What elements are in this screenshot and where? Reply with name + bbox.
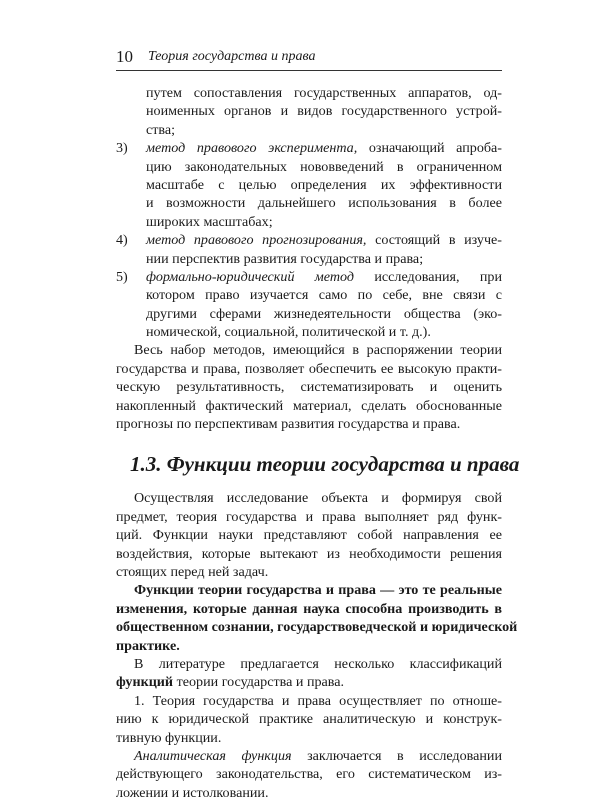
text-line: изменения, которые данная наука способна производить в xyxy=(116,600,502,617)
list-number: 4) xyxy=(116,232,128,249)
text-line: и возможности дальнейшего использования в более xyxy=(146,195,502,212)
text-line: нию к юридической практике аналитическую и конструк- xyxy=(116,711,502,728)
list-number: 5) xyxy=(116,268,128,285)
text-line: номической, социальной, политической и т. д.). xyxy=(146,324,431,341)
text-line: Функции теории государства и права — это те реальные xyxy=(134,582,502,599)
text-line: прогнозы по перспективам развития государства и права. xyxy=(116,416,461,433)
text-line: действующего законодательства, его систематическом из- xyxy=(116,766,502,783)
method-term: метод правового прогнозирования, xyxy=(146,232,367,249)
text-line: воздействия, которые вытекают из необходимости решения xyxy=(116,545,502,562)
text-line: 1. Теория государства и права осуществляет по отноше- xyxy=(134,692,502,709)
bold-term: функций xyxy=(116,674,174,691)
text-line: практике. xyxy=(116,637,180,654)
text-line: ства; xyxy=(146,121,176,138)
text-line: масштабе с целью определения их эффективности xyxy=(146,176,502,193)
text-line: стоящих перед ней задач. xyxy=(116,563,269,580)
text-line: накопленный фактический материал, сделать обоснованные xyxy=(116,397,502,414)
method-item-5 xyxy=(116,268,502,342)
text-line: ноименных органов и видов государственного устрой- xyxy=(146,103,502,120)
page-header xyxy=(116,44,502,71)
text-line: ческую результативность, систематизировать и оценить xyxy=(116,379,502,396)
method-term: метод правового эксперимента, xyxy=(146,140,358,157)
text-line: метод правового эксперимента, означающий апроба- xyxy=(146,140,502,157)
section-heading: 1.3. Функции теории государства и права xyxy=(130,452,520,477)
page-number: 10 xyxy=(116,47,133,66)
paragraph-classifications xyxy=(116,655,502,692)
paragraph-analytical-function xyxy=(116,747,502,802)
text-line: другими сферами жизнедеятельности общества (эко- xyxy=(146,305,502,322)
paragraph-functions-intro xyxy=(116,489,502,581)
method-item-4 xyxy=(116,231,502,268)
method-term: формально-юридический метод xyxy=(146,268,355,285)
text-line: Весь набор методов, имеющийся в распоряжении теории xyxy=(134,342,502,359)
text-line: тивную функции. xyxy=(116,729,222,746)
intro-continuation xyxy=(116,84,502,139)
running-title: Теория государства и права xyxy=(148,49,316,64)
list-number: 3) xyxy=(116,140,128,157)
text-line: метод правового прогнозирования, состоящий в изуче- xyxy=(146,232,502,249)
text-line: путем сопоставления государственных аппаратов, од- xyxy=(146,85,502,101)
text-line: общественном сознании, государствоведческой и юридической xyxy=(116,619,518,636)
text-line: ций. Функции науки представляют собой направления ее xyxy=(116,527,502,544)
definition-paragraph xyxy=(116,581,518,655)
text-line: предмет, теория государства и права выполняет ряд функ- xyxy=(116,508,502,525)
text-line: котором право изучается само по себе, вне связи с xyxy=(146,287,502,304)
text-line: ложении и истолковании. xyxy=(116,784,269,801)
text-line: В литературе предлагается несколько классификаций xyxy=(134,655,502,672)
text-line: нии перспектив развития государства и права; xyxy=(146,250,424,267)
text-line: формально-юридический метод исследования, при xyxy=(146,268,502,285)
method-item-3 xyxy=(116,139,502,231)
text-line: цию законодательных нововведений в ограниченном xyxy=(146,158,502,175)
text-line: широких масштабах; xyxy=(146,213,273,230)
summary-paragraph xyxy=(116,341,502,433)
function-term: Аналитическая функция xyxy=(134,747,292,764)
page-body xyxy=(116,84,520,802)
paragraph-practice-functions xyxy=(116,692,502,747)
text-line: Аналитическая функция заключается в исследовании xyxy=(134,747,502,764)
text-line: Осуществляя исследование объекта и формируя свой xyxy=(134,490,502,507)
text-line: функций теории государства и права. xyxy=(116,674,345,691)
text-line: государства и права, позволяет обеспечить ее высокую практи- xyxy=(116,360,502,377)
